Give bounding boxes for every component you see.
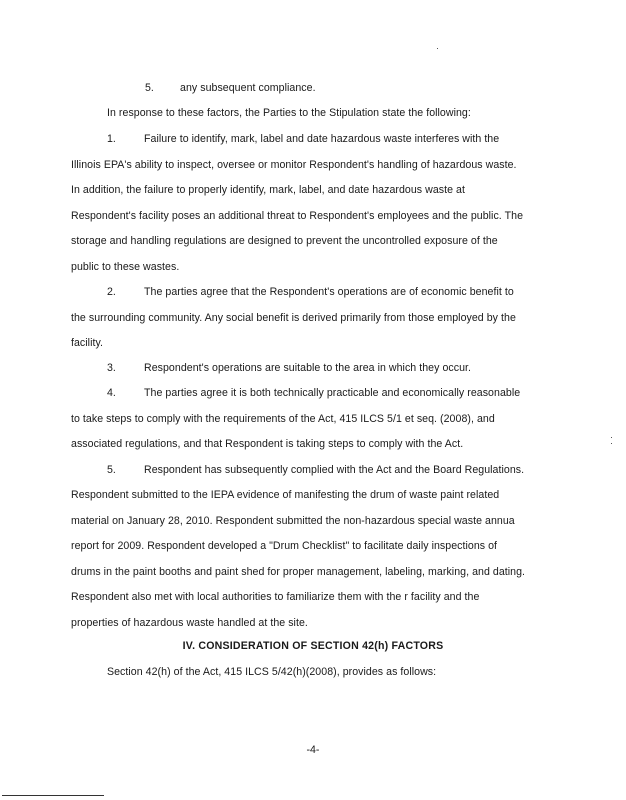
paragraph-line: material on January 28, 2010. Respondent submitted the non-hazardous special waste annua	[71, 515, 515, 527]
paragraph-line: Respondent submitted to the IEPA evidence of manifesting the drum of waste paint related	[71, 489, 500, 501]
scan-speck	[437, 48, 438, 49]
paragraph-line: report for 2009. Respondent developed a "Drum Checklist" to facilitate daily inspections of	[71, 540, 498, 552]
section-heading: IV. CONSIDERATION OF SECTION 42(h) FACTORS	[182, 640, 444, 652]
paragraph-line: The parties agree it is both technically practicable and economically reasonable	[144, 387, 521, 399]
paragraph-line: facility.	[71, 337, 104, 349]
paragraph-line: storage and handling regulations are designed to prevent the uncontrolled exposure of the	[71, 235, 498, 247]
paragraph-line: Illinois EPA's ability to inspect, oversee or monitor Respondent's handling of hazardous waste.	[71, 159, 517, 171]
list-item-text: any subsequent compliance.	[180, 82, 316, 94]
paragraph-line: associated regulations, and that Respondent is taking steps to comply with the Act.	[71, 438, 464, 450]
paragraph-line: to take steps to comply with the requirements of the Act, 415 ILCS 5/1 et seq. (2008), and	[71, 413, 495, 425]
paragraph-number: 1.	[107, 133, 116, 145]
section-intro-text: Section 42(h) of the Act, 415 ILCS 5/42(h)(2008), provides as follows:	[107, 666, 437, 678]
paragraph-number: 3.	[107, 362, 116, 374]
scan-speck	[611, 443, 612, 444]
footer-rule	[2, 795, 104, 796]
intro-text: In response to these factors, the Parties to the Stipulation state the following:	[107, 107, 471, 119]
paragraph-line: The parties agree that the Respondent's operations are of economic benefit to	[144, 286, 514, 298]
paragraph-number: 4.	[107, 387, 116, 399]
paragraph-number: 5.	[107, 464, 116, 476]
paragraph-line: the surrounding community. Any social benefit is derived primarily from those employed by the	[71, 312, 516, 324]
list-item-number: 5.	[145, 82, 154, 94]
paragraph-line: Respondent also met with local authorities to familiarize them with the r facility and the	[71, 591, 480, 603]
page-number: -4-	[306, 744, 320, 756]
paragraph-line: Respondent's facility poses an additional threat to Respondent's employees and the public. The	[71, 210, 524, 222]
paragraph-line: drums in the paint booths and paint shed for proper management, labeling, marking, and dating.	[71, 566, 526, 578]
paragraph-line: Failure to identify, mark, label and date hazardous waste interferes with the	[144, 133, 500, 145]
paragraph-line: In addition, the failure to properly identify, mark, label, and date hazardous waste at	[71, 184, 465, 196]
scan-speck	[611, 437, 612, 438]
paragraph-line: properties of hazardous waste handled at the site.	[71, 617, 308, 629]
paragraph-line: Respondent has subsequently complied with the Act and the Board Regulations.	[144, 464, 525, 476]
paragraph-line: public to these wastes.	[71, 261, 180, 273]
paragraph-line: Respondent's operations are suitable to the area in which they occur.	[144, 362, 472, 374]
paragraph-number: 2.	[107, 286, 116, 298]
